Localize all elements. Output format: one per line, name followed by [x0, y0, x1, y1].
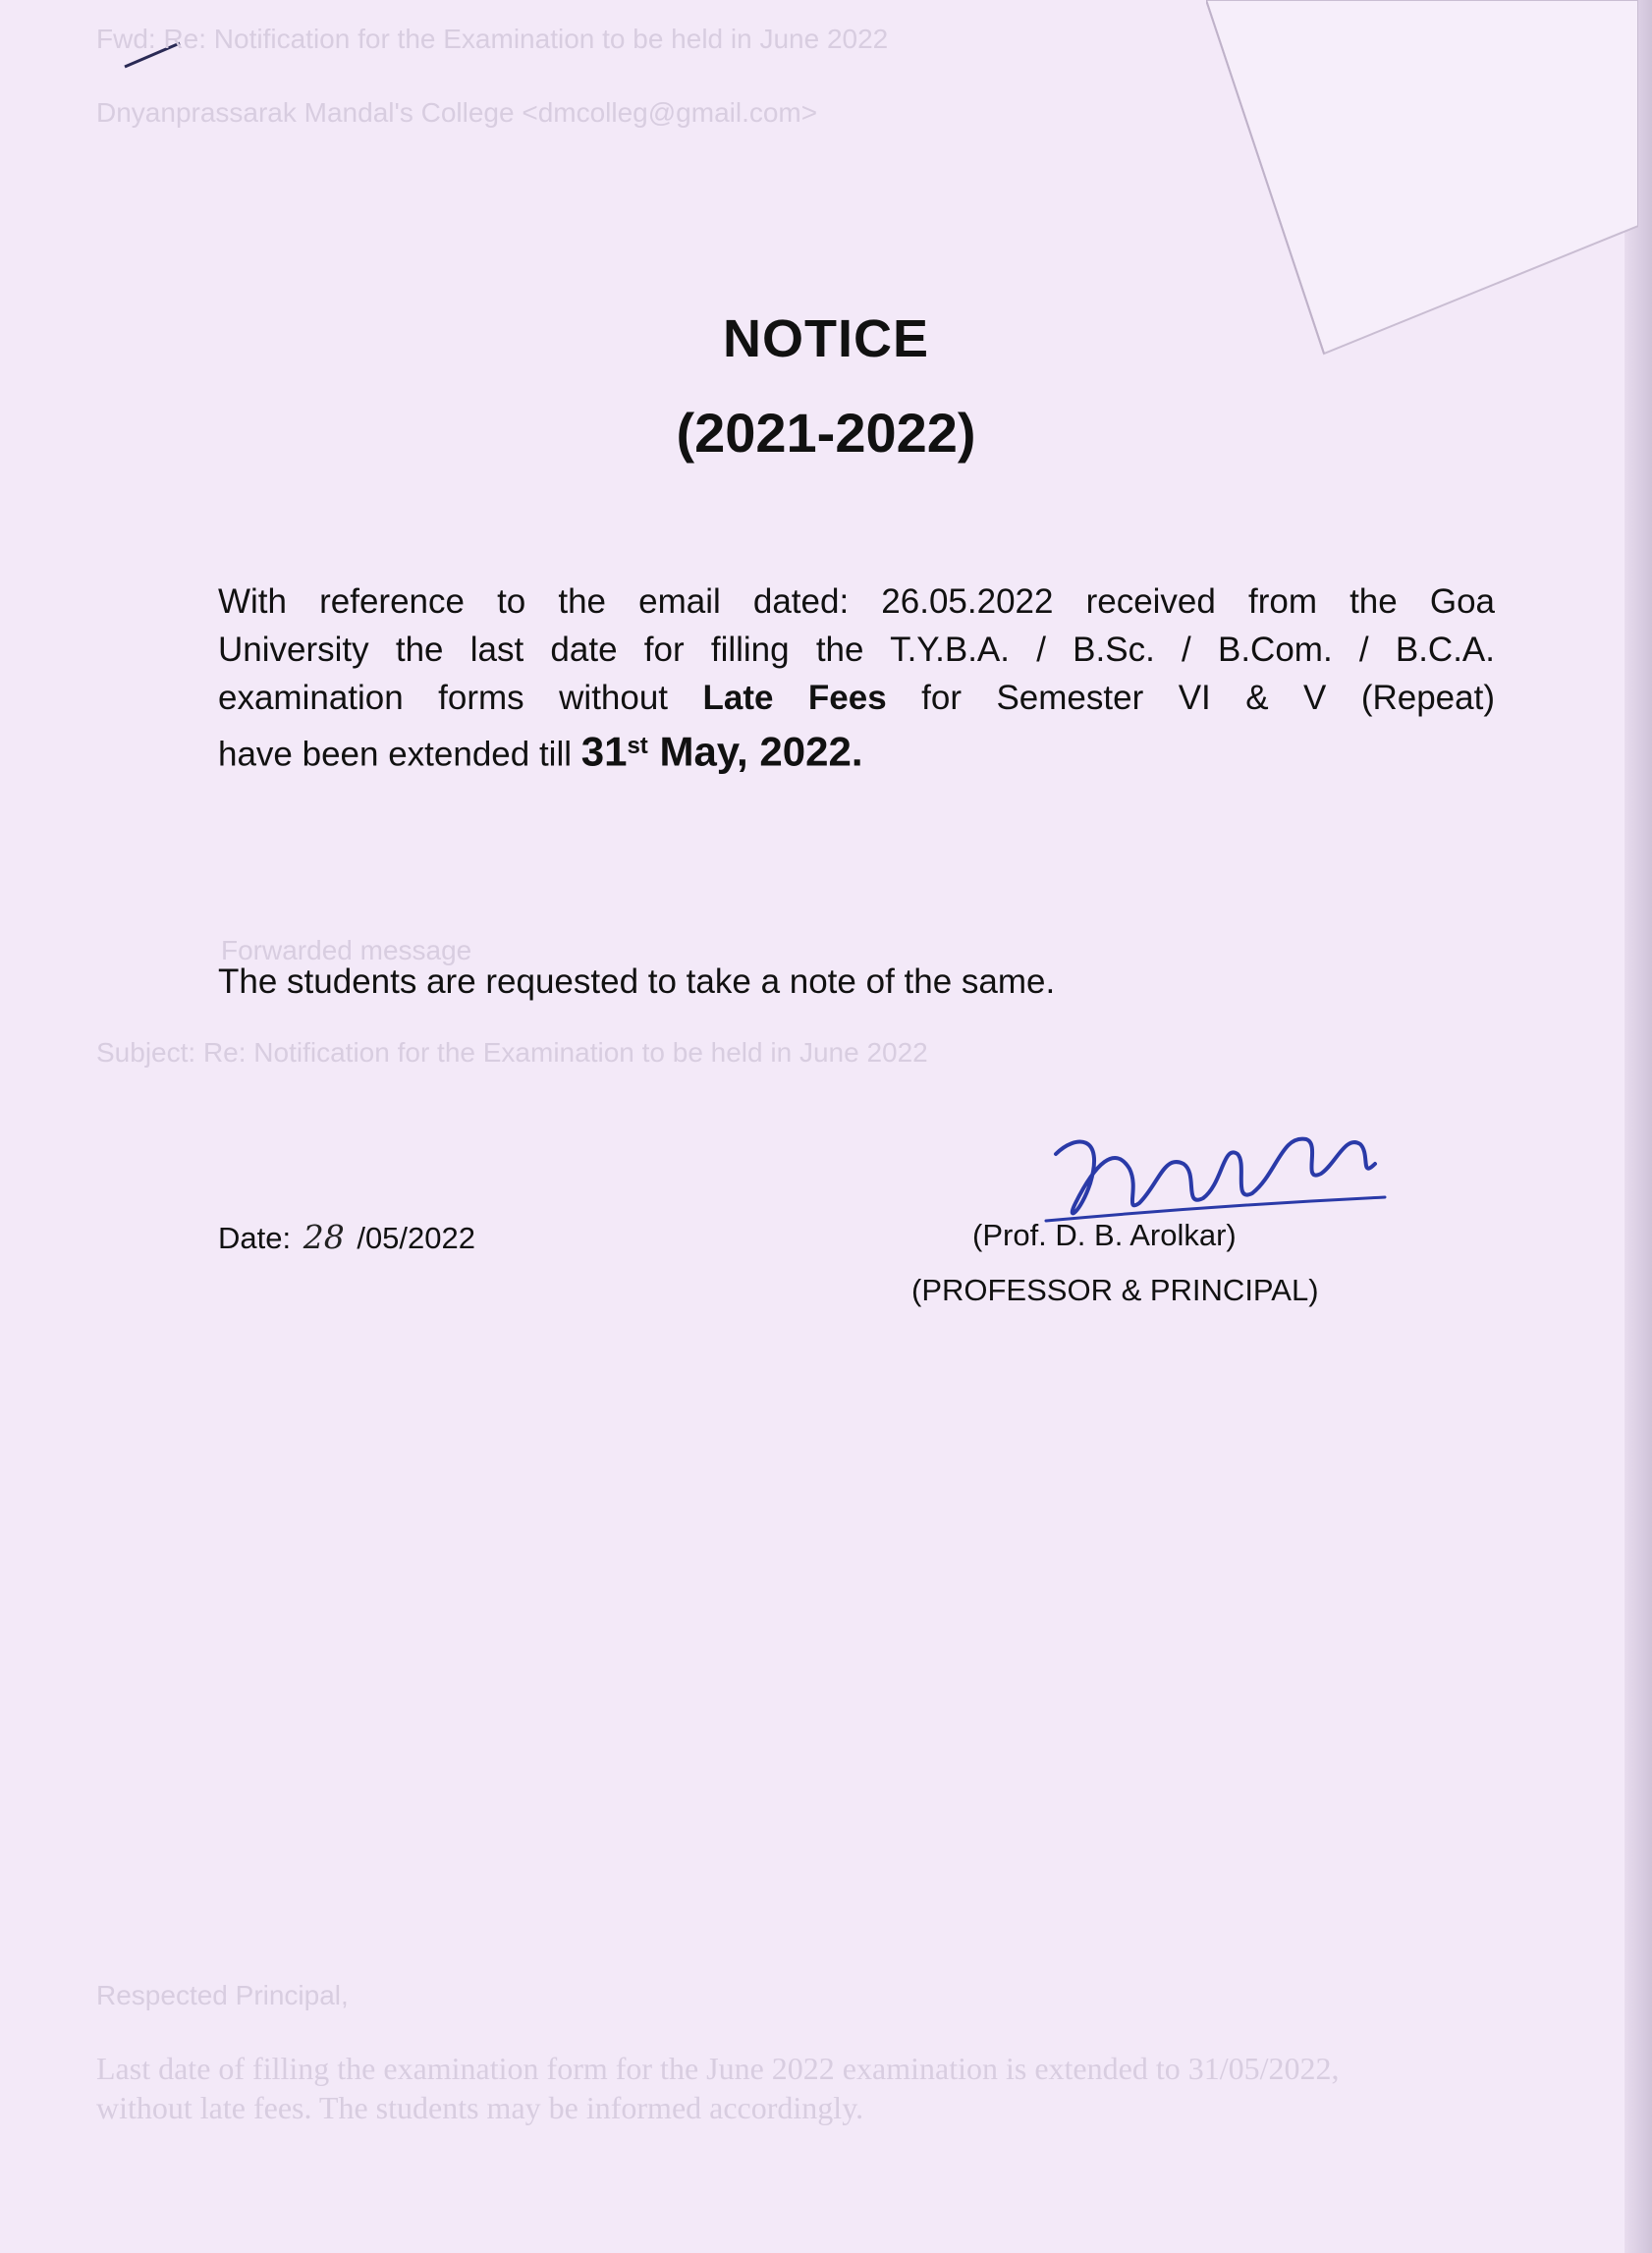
- body-line-4-start: have been extended till: [218, 735, 581, 774]
- signatory-title: (PROFESSOR & PRINCIPAL): [911, 1273, 1319, 1307]
- body-line-4: [218, 722, 1495, 779]
- body-line-2: University the last date for filling the T.Y.B.A. / B.Sc. / B.Com. / B.C.A.: [218, 631, 1495, 669]
- ghost-text-subject: Fwd: Re: Notification for the Examination to be held in June 2022: [96, 24, 889, 54]
- ghost-text-body-1: Last date of filling the examination form for the June 2022 examination is extended to 31/05/2022,: [96, 2051, 1340, 2086]
- body-line-3-end: for Semester VI & V (Repeat): [886, 679, 1495, 717]
- ghost-text-subject-2: Subject: Re: Notification for the Examination to be held in June 2022: [96, 1037, 928, 1068]
- notice-date: [218, 1218, 475, 1256]
- body-line-3-start: examination forms without: [218, 679, 703, 717]
- notice-body: [218, 577, 1495, 779]
- ghost-text-sender: Dnyanprassarak Mandal's College <dmcolleg@gmail.com>: [96, 97, 818, 128]
- notice-title: NOTICE: [722, 309, 929, 368]
- deadline-month-year: May, 2022.: [647, 728, 863, 775]
- signatory-name: (Prof. D. B. Arolkar): [972, 1218, 1237, 1252]
- body-line-3: [218, 674, 1495, 722]
- deadline-day-suffix: st: [627, 733, 648, 759]
- date-day-handwritten: 28: [303, 1218, 345, 1256]
- notice-year: (2021-2022): [676, 402, 976, 464]
- students-note: The students are requested to take a note of the same.: [218, 962, 1056, 1001]
- ghost-text-body-2: without late fees. The students may be informed accordingly.: [96, 2090, 864, 2125]
- deadline-day: 31: [580, 728, 628, 775]
- ghost-text-greeting: Respected Principal,: [96, 1980, 349, 2010]
- body-line-1: With reference to the email dated: 26.05.2022 received from the Goa: [218, 582, 1495, 621]
- ghost-text-forwarded: Forwarded message: [221, 935, 472, 965]
- date-label: Date:: [218, 1221, 300, 1255]
- date-month-year: /05/2022: [348, 1221, 476, 1255]
- late-fees-text: Late Fees: [702, 679, 887, 717]
